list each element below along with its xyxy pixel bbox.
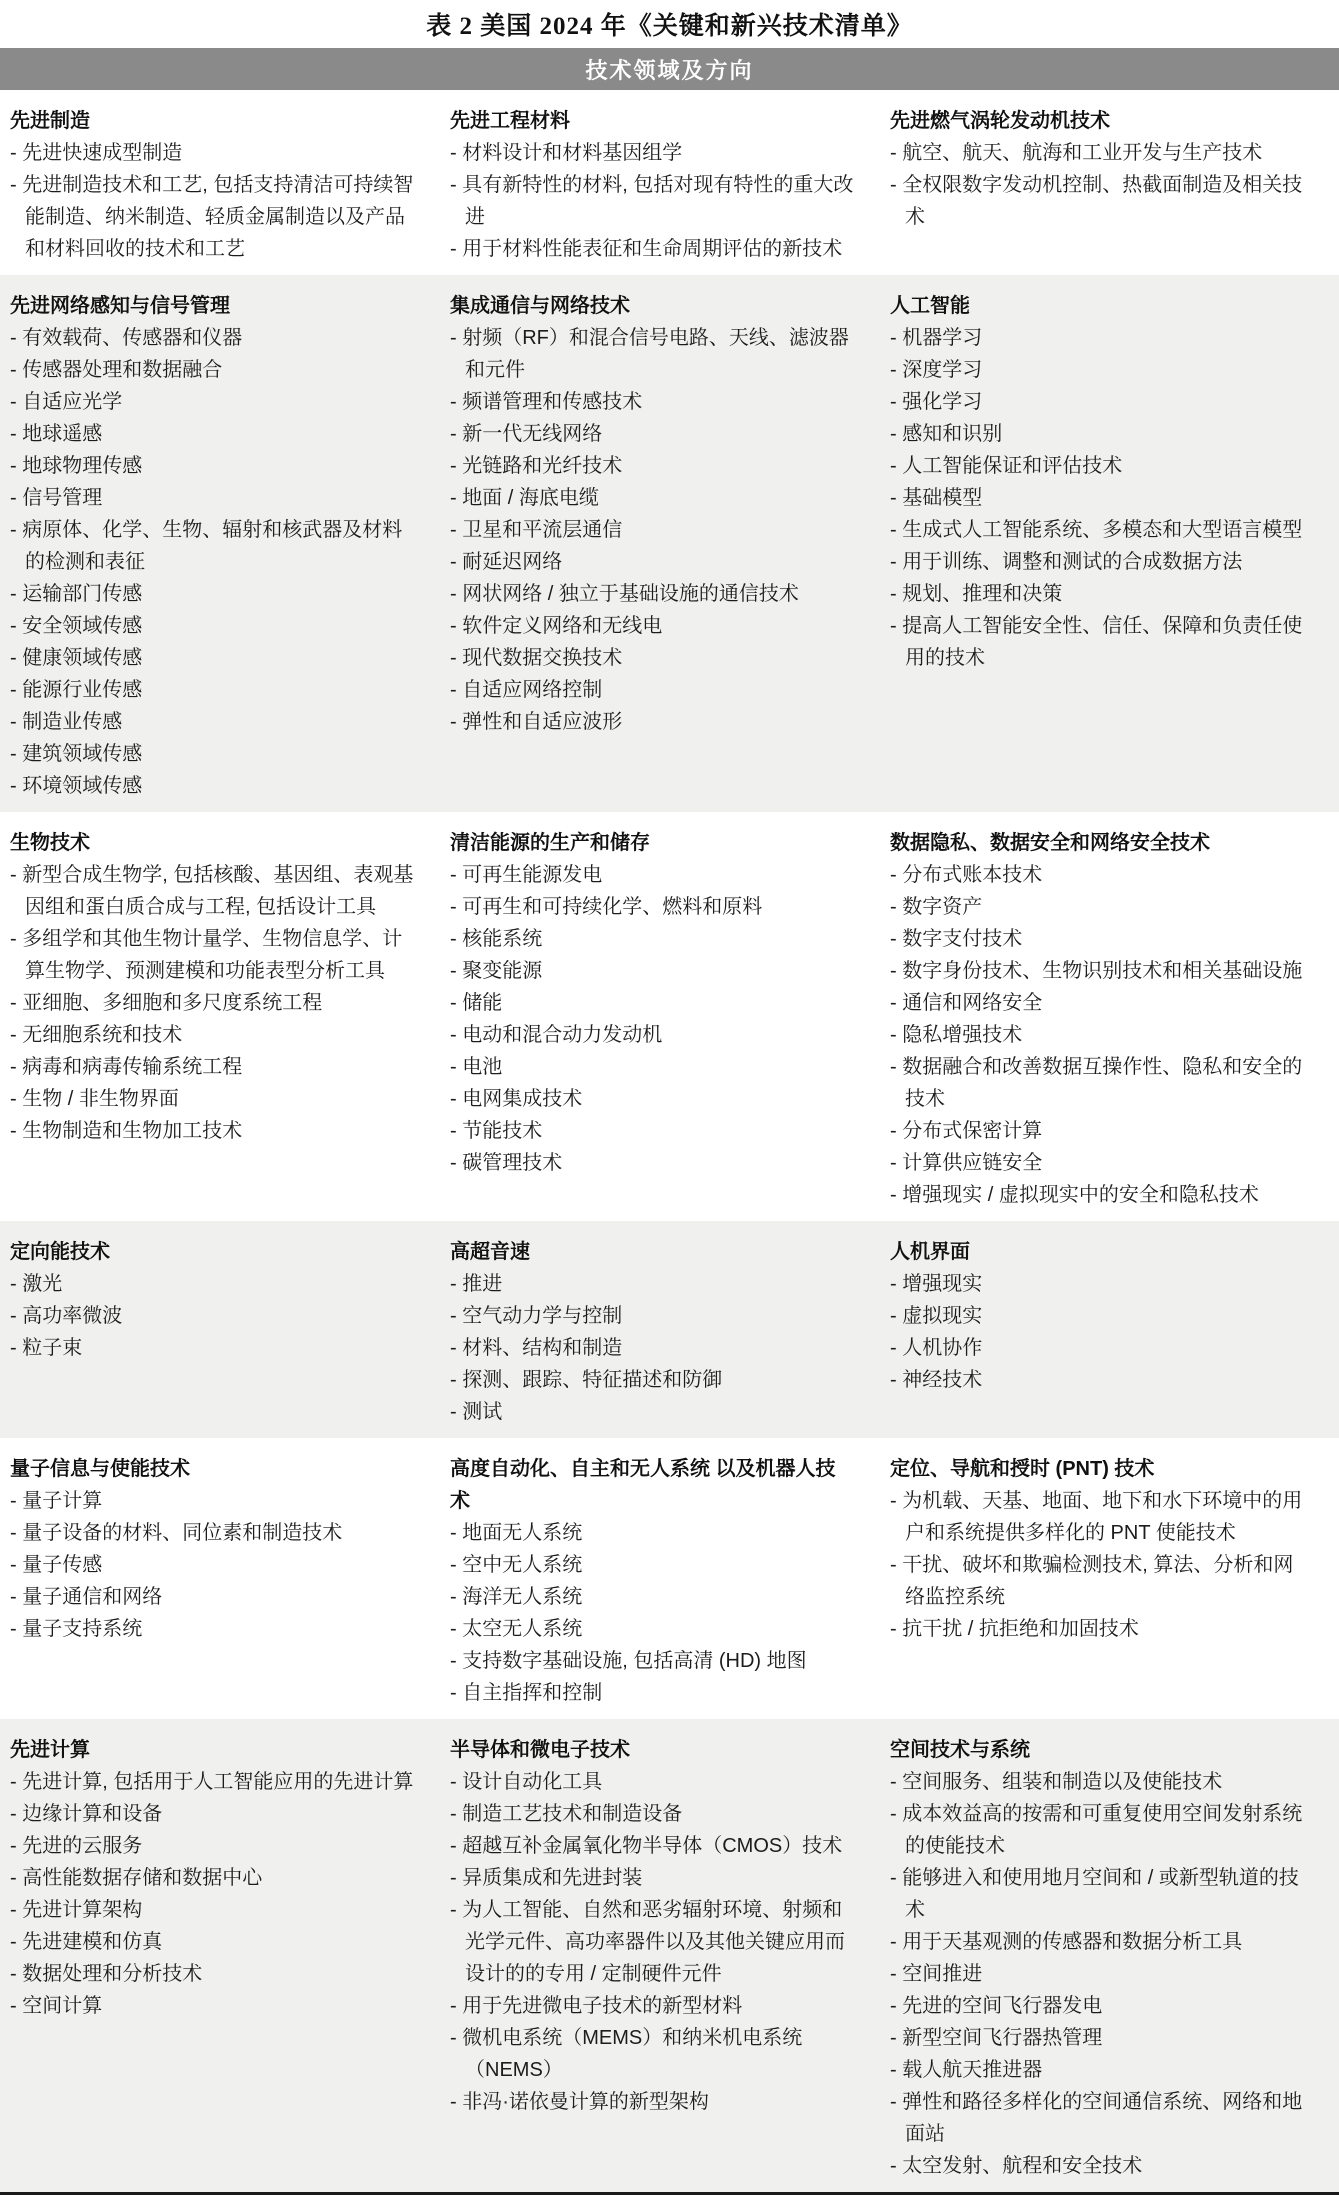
list-item: - 干扰、破坏和欺骗检测技术, 算法、分析和网络监控系统 <box>890 1549 1313 1613</box>
list-item: - 空间推进 <box>890 1958 1313 1990</box>
list-item: - 非冯·诺依曼计算的新型架构 <box>450 2086 854 2118</box>
list-item: - 电网集成技术 <box>450 1083 854 1115</box>
list-item: - 成本效益高的按需和可重复使用空间发射系统的使能技术 <box>890 1798 1313 1862</box>
category-items <box>450 1766 854 2118</box>
list-item: - 新型合成生物学, 包括核酸、基因组、表观基因组和蛋白质合成与工程, 包括设计工具 <box>10 859 414 923</box>
list-item: - 空气动力学与控制 <box>450 1300 854 1332</box>
tech-category-cell <box>880 275 1339 812</box>
category-heading: 集成通信与网络技术 <box>450 295 630 317</box>
list-item: - 感知和识别 <box>890 418 1313 450</box>
list-item: - 强化学习 <box>890 386 1313 418</box>
list-item: - 能够进入和使用地月空间和 / 或新型轨道的技术 <box>890 1862 1313 1926</box>
list-item: - 提高人工智能安全性、信任、保障和负责任使用的技术 <box>890 610 1313 674</box>
list-item: - 频谱管理和传感技术 <box>450 386 854 418</box>
list-item: - 测试 <box>450 1396 854 1428</box>
category-items <box>450 137 854 265</box>
table-row <box>0 275 1339 812</box>
list-item: - 生成式人工智能系统、多模态和大型语言模型 <box>890 514 1313 546</box>
list-item: - 数据融合和改善数据互操作性、隐私和安全的技术 <box>890 1051 1313 1115</box>
list-item: - 自适应光学 <box>10 386 414 418</box>
list-item: - 安全领域传感 <box>10 610 414 642</box>
list-item: - 分布式保密计算 <box>890 1115 1313 1147</box>
list-item: - 软件定义网络和无线电 <box>450 610 854 642</box>
list-item: - 卫星和平流层通信 <box>450 514 854 546</box>
category-items <box>890 859 1313 1211</box>
list-item: - 隐私增强技术 <box>890 1019 1313 1051</box>
category-heading: 空间技术与系统 <box>890 1739 1030 1761</box>
table-row <box>0 90 1339 275</box>
category-items <box>450 1268 854 1428</box>
list-item: - 高功率微波 <box>10 1300 414 1332</box>
list-item: - 抗干扰 / 抗拒绝和加固技术 <box>890 1613 1313 1645</box>
list-item: - 数字支付技术 <box>890 923 1313 955</box>
list-item: - 建筑领域传感 <box>10 738 414 770</box>
list-item: - 数据处理和分析技术 <box>10 1958 414 1990</box>
tech-category-cell <box>440 90 880 275</box>
list-item: - 神经技术 <box>890 1364 1313 1396</box>
list-item: - 材料、结构和制造 <box>450 1332 854 1364</box>
list-item: - 无细胞系统和技术 <box>10 1019 414 1051</box>
tech-category-cell <box>0 90 440 275</box>
list-item: - 射频（RF）和混合信号电路、天线、滤波器和元件 <box>450 322 854 386</box>
tech-category-cell <box>0 275 440 812</box>
category-items <box>450 322 854 738</box>
list-item: - 通信和网络安全 <box>890 987 1313 1019</box>
list-item: - 病原体、化学、生物、辐射和核武器及材料的检测和表征 <box>10 514 414 578</box>
list-item: - 为人工智能、自然和恶劣辐射环境、射频和光学元件、高功率器件以及其他关键应用而设计的的专用 / 定制硬件元件 <box>450 1894 854 1990</box>
list-item: - 全权限数字发动机控制、热截面制造及相关技术 <box>890 169 1313 233</box>
list-item: - 能源行业传感 <box>10 674 414 706</box>
category-items <box>450 1517 854 1709</box>
list-item: - 光链路和光纤技术 <box>450 450 854 482</box>
list-item: - 先进的云服务 <box>10 1830 414 1862</box>
list-item: - 环境领域传感 <box>10 770 414 802</box>
list-item: - 太空无人系统 <box>450 1613 854 1645</box>
list-item: - 高性能数据存储和数据中心 <box>10 1862 414 1894</box>
list-item: - 规划、推理和决策 <box>890 578 1313 610</box>
list-item: - 用于材料性能表征和生命周期评估的新技术 <box>450 233 854 265</box>
list-item: - 材料设计和材料基因组学 <box>450 137 854 169</box>
list-item: - 为机载、天基、地面、地下和水下环境中的用户和系统提供多样化的 PNT 使能技术 <box>890 1485 1313 1549</box>
list-item: - 先进计算, 包括用于人工智能应用的先进计算 <box>10 1766 414 1798</box>
category-heading: 先进燃气涡轮发动机技术 <box>890 110 1110 132</box>
tech-category-cell <box>0 1719 440 2192</box>
list-item: - 电池 <box>450 1051 854 1083</box>
category-items <box>10 1268 414 1364</box>
list-item: - 可再生和可持续化学、燃料和原料 <box>450 891 854 923</box>
list-item: - 弹性和路径多样化的空间通信系统、网络和地面站 <box>890 2086 1313 2150</box>
list-item: - 聚变能源 <box>450 955 854 987</box>
list-item: - 新一代无线网络 <box>450 418 854 450</box>
tech-category-cell <box>880 90 1339 275</box>
category-items <box>890 137 1313 233</box>
category-heading: 定向能技术 <box>10 1241 110 1263</box>
list-item: - 量子传感 <box>10 1549 414 1581</box>
list-item: - 亚细胞、多细胞和多尺度系统工程 <box>10 987 414 1019</box>
category-items <box>10 137 414 265</box>
list-item: - 基础模型 <box>890 482 1313 514</box>
list-item: - 人工智能保证和评估技术 <box>890 450 1313 482</box>
list-item: - 太空发射、航程和安全技术 <box>890 2150 1313 2182</box>
list-item: - 人机协作 <box>890 1332 1313 1364</box>
tech-category-cell <box>880 812 1339 1221</box>
list-item: - 异质集成和先进封装 <box>450 1862 854 1894</box>
category-items <box>10 859 414 1147</box>
tech-category-cell <box>440 1221 880 1438</box>
list-item: - 量子计算 <box>10 1485 414 1517</box>
tech-category-cell <box>0 812 440 1221</box>
category-items <box>10 322 414 802</box>
category-heading: 先进制造 <box>10 110 90 132</box>
list-item: - 增强现实 / 虚拟现实中的安全和隐私技术 <box>890 1179 1313 1211</box>
list-item: - 空间计算 <box>10 1990 414 2022</box>
list-item: - 增强现实 <box>890 1268 1313 1300</box>
category-heading: 先进网络感知与信号管理 <box>10 295 230 317</box>
list-item: - 支持数字基础设施, 包括高清 (HD) 地图 <box>450 1645 854 1677</box>
list-item: - 先进快速成型制造 <box>10 137 414 169</box>
list-item: - 数字身份技术、生物识别技术和相关基础设施 <box>890 955 1313 987</box>
category-heading: 高度自动化、自主和无人系统 以及机器人技术 <box>450 1458 836 1512</box>
table-title: 表 2 美国 2024 年《关键和新兴技术清单》 <box>426 13 913 40</box>
list-item: - 量子支持系统 <box>10 1613 414 1645</box>
list-item: - 碳管理技术 <box>450 1147 854 1179</box>
list-item: - 用于先进微电子技术的新型材料 <box>450 1990 854 2022</box>
list-item: - 深度学习 <box>890 354 1313 386</box>
tech-category-cell <box>440 1719 880 2192</box>
list-item: - 先进制造技术和工艺, 包括支持清洁可持续智能制造、纳米制造、轻质金属制造以及产品和材料回收的技术和工艺 <box>10 169 414 265</box>
table-row <box>0 1719 1339 2192</box>
list-item: - 核能系统 <box>450 923 854 955</box>
category-heading: 生物技术 <box>10 832 90 854</box>
list-item: - 病毒和病毒传输系统工程 <box>10 1051 414 1083</box>
list-item: - 用于训练、调整和测试的合成数据方法 <box>890 546 1313 578</box>
list-item: - 储能 <box>450 987 854 1019</box>
list-item: - 先进计算架构 <box>10 1894 414 1926</box>
table-header-label: 技术领域及方向 <box>585 57 754 83</box>
category-items <box>10 1485 414 1645</box>
category-heading: 高超音速 <box>450 1241 530 1263</box>
list-item: - 设计自动化工具 <box>450 1766 854 1798</box>
category-heading: 定位、导航和授时 (PNT) 技术 <box>890 1458 1155 1480</box>
list-item: - 运输部门传感 <box>10 578 414 610</box>
table-row <box>0 1221 1339 1438</box>
category-heading: 先进计算 <box>10 1739 90 1761</box>
list-item: - 制造业传感 <box>10 706 414 738</box>
list-item: - 用于天基观测的传感器和数据分析工具 <box>890 1926 1313 1958</box>
tech-category-cell <box>0 1438 440 1719</box>
list-item: - 传感器处理和数据融合 <box>10 354 414 386</box>
tech-category-cell <box>880 1719 1339 2192</box>
tech-table <box>0 90 1339 2195</box>
list-item: - 生物 / 非生物界面 <box>10 1083 414 1115</box>
tech-category-cell <box>0 1221 440 1438</box>
tech-category-cell <box>880 1221 1339 1438</box>
list-item: - 微机电系统（MEMS）和纳米机电系统（NEMS） <box>450 2022 854 2086</box>
list-item: - 航空、航天、航海和工业开发与生产技术 <box>890 137 1313 169</box>
list-item: - 量子通信和网络 <box>10 1581 414 1613</box>
list-item: - 可再生能源发电 <box>450 859 854 891</box>
list-item: - 地球物理传感 <box>10 450 414 482</box>
list-item: - 载人航天推进器 <box>890 2054 1313 2086</box>
table-header-bar <box>0 48 1339 90</box>
list-item: - 弹性和自适应波形 <box>450 706 854 738</box>
category-items <box>10 1766 414 2022</box>
category-heading: 半导体和微电子技术 <box>450 1739 630 1761</box>
tech-category-cell <box>440 275 880 812</box>
tech-category-cell <box>440 812 880 1221</box>
list-item: - 网状网络 / 独立于基础设施的通信技术 <box>450 578 854 610</box>
category-heading: 数据隐私、数据安全和网络安全技术 <box>890 832 1210 854</box>
list-item: - 健康领域传感 <box>10 642 414 674</box>
list-item: - 新型空间飞行器热管理 <box>890 2022 1313 2054</box>
list-item: - 现代数据交换技术 <box>450 642 854 674</box>
list-item: - 推进 <box>450 1268 854 1300</box>
category-heading: 人机界面 <box>890 1241 970 1263</box>
list-item: - 海洋无人系统 <box>450 1581 854 1613</box>
table-row <box>0 1438 1339 1719</box>
list-item: - 电动和混合动力发动机 <box>450 1019 854 1051</box>
list-item: - 探测、跟踪、特征描述和防御 <box>450 1364 854 1396</box>
list-item: - 多组学和其他生物计量学、生物信息学、计算生物学、预测建模和功能表型分析工具 <box>10 923 414 987</box>
list-item: - 边缘计算和设备 <box>10 1798 414 1830</box>
list-item: - 先进建模和仿真 <box>10 1926 414 1958</box>
category-items <box>890 1485 1313 1645</box>
category-items <box>890 1268 1313 1396</box>
tech-category-cell <box>440 1438 880 1719</box>
list-item: - 信号管理 <box>10 482 414 514</box>
category-heading: 人工智能 <box>890 295 970 317</box>
list-item: - 数字资产 <box>890 891 1313 923</box>
category-heading: 清洁能源的生产和储存 <box>450 832 650 854</box>
list-item: - 节能技术 <box>450 1115 854 1147</box>
list-item: - 虚拟现实 <box>890 1300 1313 1332</box>
category-heading: 先进工程材料 <box>450 110 570 132</box>
list-item: - 具有新特性的材料, 包括对现有特性的重大改进 <box>450 169 854 233</box>
list-item: - 分布式账本技术 <box>890 859 1313 891</box>
list-item: - 耐延迟网络 <box>450 546 854 578</box>
list-item: - 生物制造和生物加工技术 <box>10 1115 414 1147</box>
list-item: - 制造工艺技术和制造设备 <box>450 1798 854 1830</box>
list-item: - 有效载荷、传感器和仪器 <box>10 322 414 354</box>
list-item: - 超越互补金属氧化物半导体（CMOS）技术 <box>450 1830 854 1862</box>
list-item: - 空间服务、组装和制造以及使能技术 <box>890 1766 1313 1798</box>
list-item: - 机器学习 <box>890 322 1313 354</box>
list-item: - 地面 / 海底电缆 <box>450 482 854 514</box>
table-row <box>0 812 1339 1221</box>
category-items <box>890 322 1313 674</box>
list-item: - 自主指挥和控制 <box>450 1677 854 1709</box>
list-item: - 地面无人系统 <box>450 1517 854 1549</box>
list-item: - 计算供应链安全 <box>890 1147 1313 1179</box>
list-item: - 自适应网络控制 <box>450 674 854 706</box>
list-item: - 粒子束 <box>10 1332 414 1364</box>
list-item: - 先进的空间飞行器发电 <box>890 1990 1313 2022</box>
list-item: - 量子设备的材料、同位素和制造技术 <box>10 1517 414 1549</box>
list-item: - 激光 <box>10 1268 414 1300</box>
category-heading: 量子信息与使能技术 <box>10 1458 190 1480</box>
category-items <box>890 1766 1313 2182</box>
list-item: - 空中无人系统 <box>450 1549 854 1581</box>
list-item: - 地球遥感 <box>10 418 414 450</box>
category-items <box>450 859 854 1179</box>
tech-category-cell <box>880 1438 1339 1719</box>
